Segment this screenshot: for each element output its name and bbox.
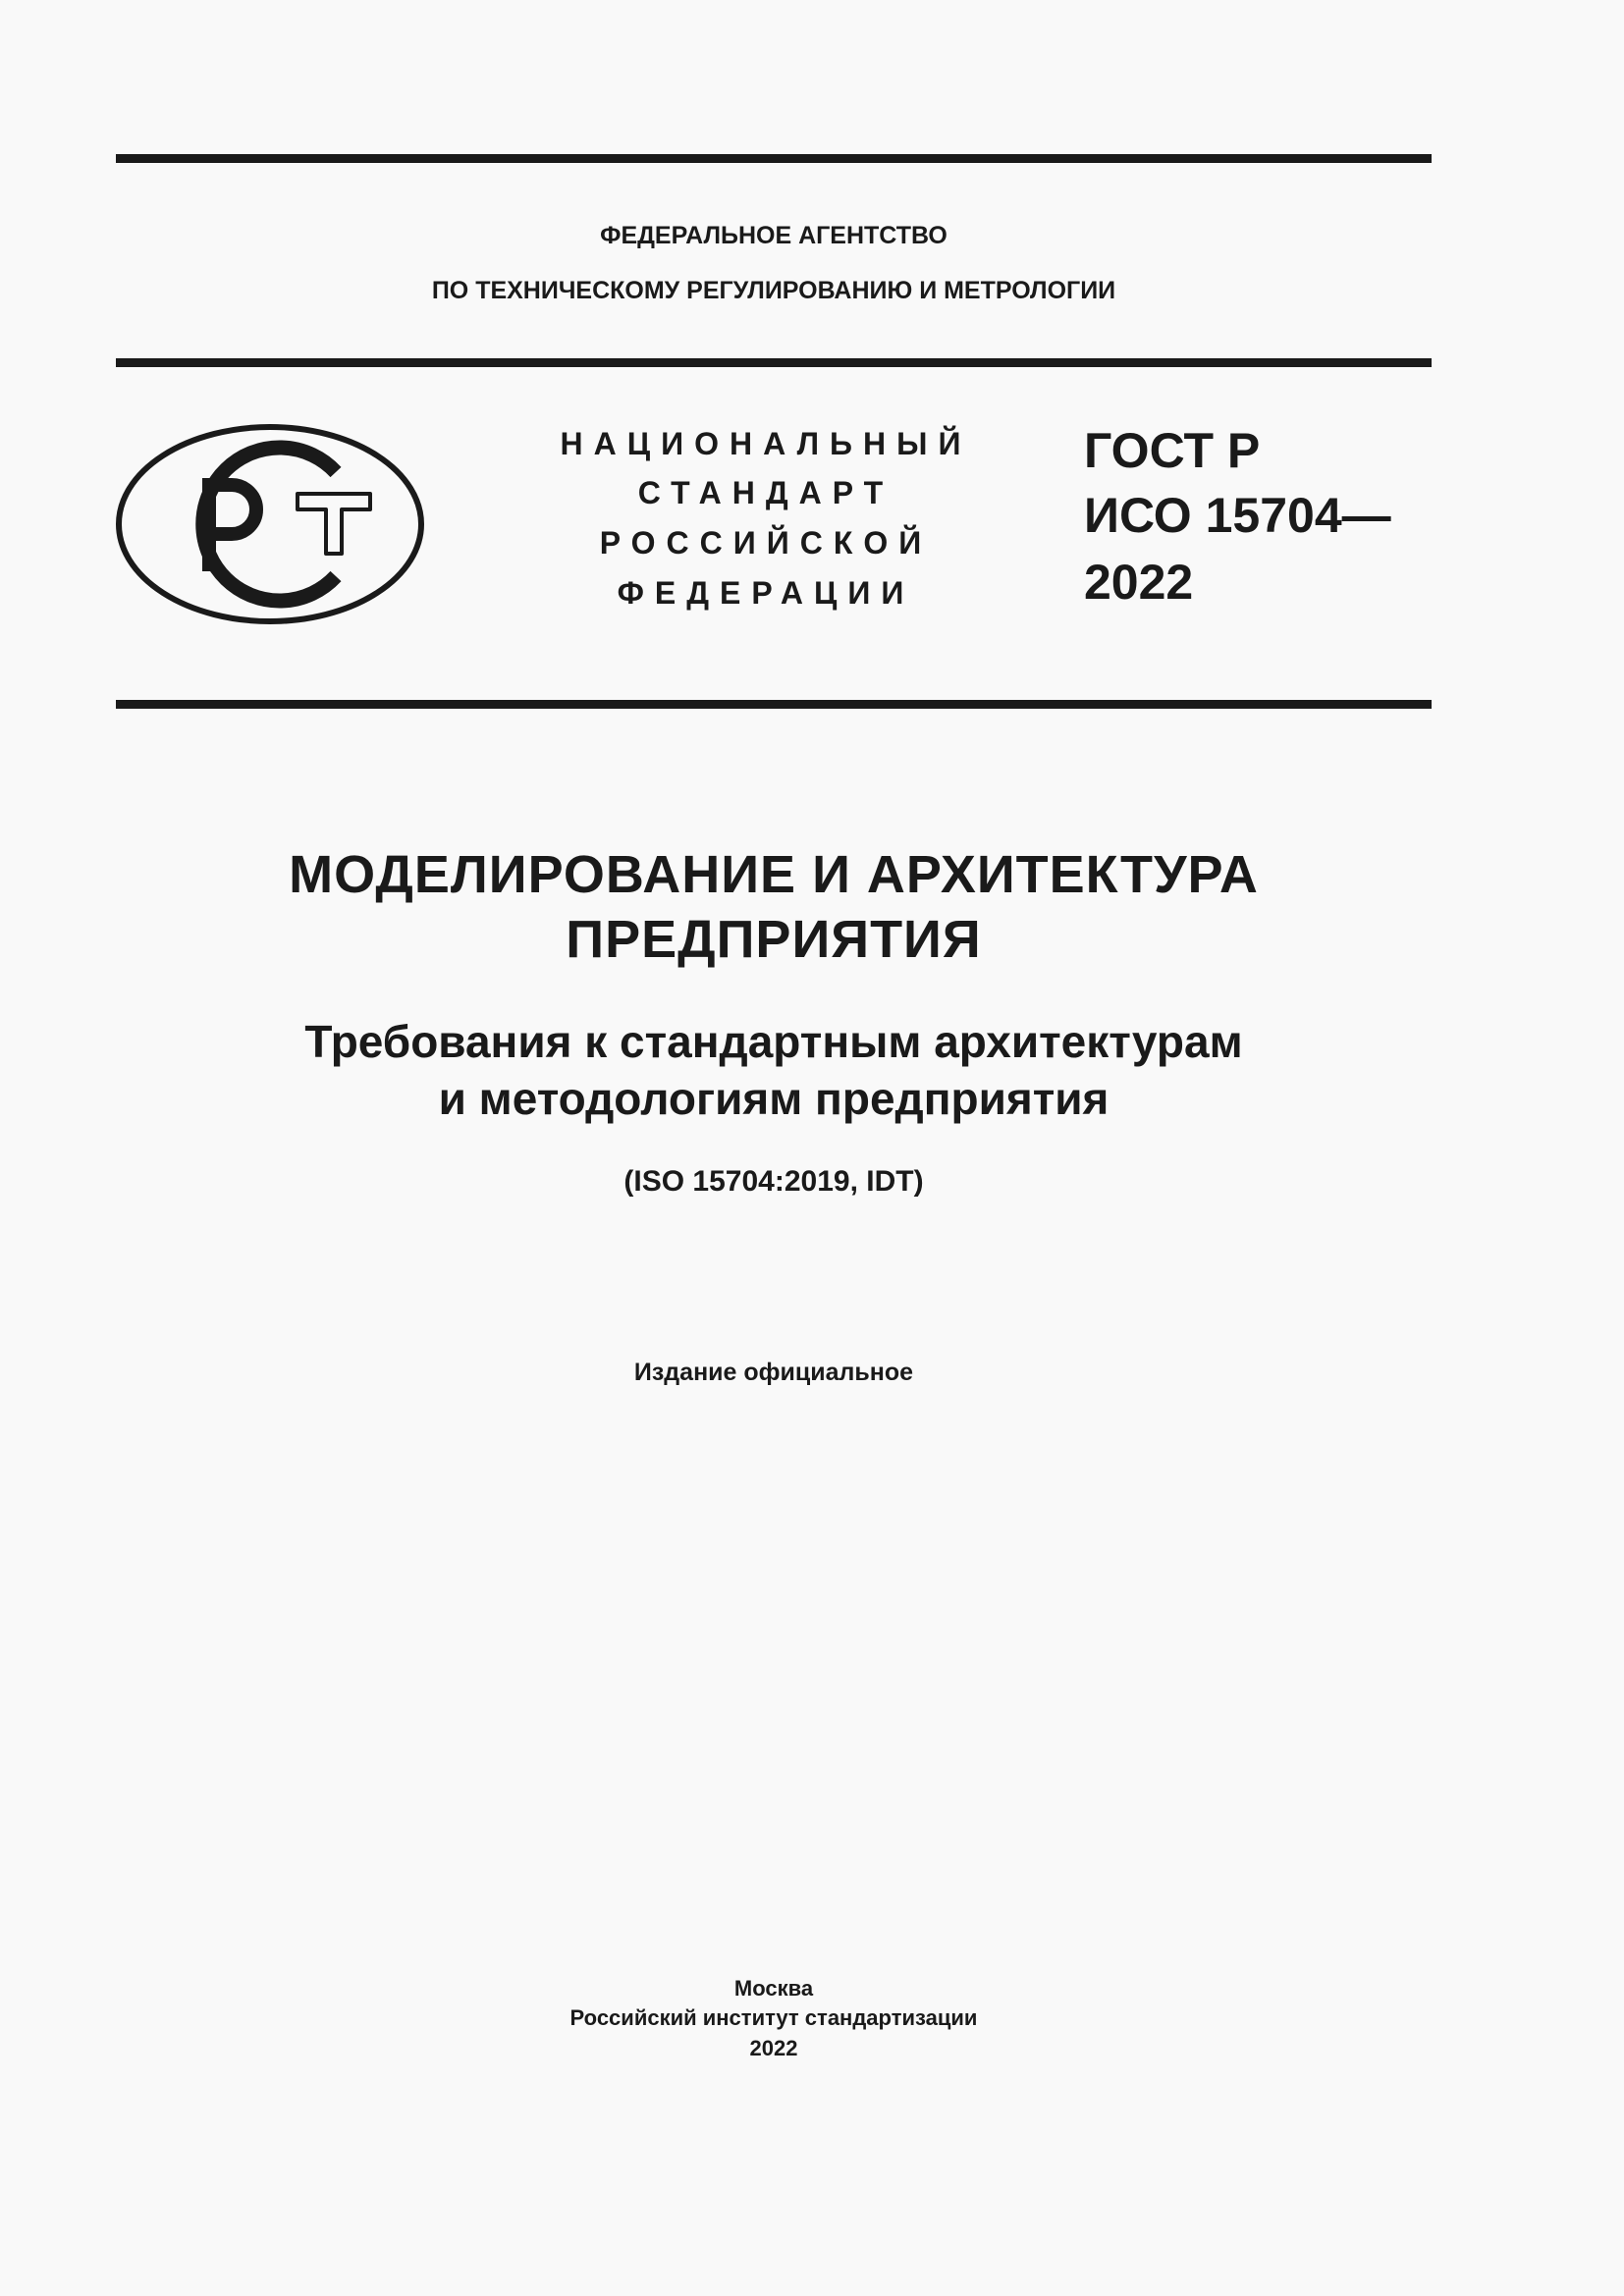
document-title-line2: ПРЕДПРИЯТИЯ	[566, 910, 982, 969]
edition-label: Издание официальное	[633, 1359, 914, 1386]
publisher-institute: Российский институт стандартизации	[569, 2005, 978, 2030]
publisher-city: Москва	[733, 1976, 814, 2001]
document-subtitle-line1: Требования к стандартным архитектурам	[304, 1016, 1243, 1067]
agency-name-line1: ФЕДЕРАЛЬНОЕ АГЕНТСТВО	[600, 222, 947, 249]
publication-year: 2022	[749, 2036, 798, 2060]
designation-line1: ГОСТ Р	[1084, 423, 1261, 478]
designation-line2: ИСО 15704—	[1084, 488, 1391, 543]
agency-name-line2: ПО ТЕХНИЧЕСКОМУ РЕГУЛИРОВАНИЮ И МЕТРОЛОГИИ	[431, 277, 1116, 304]
iso-reference: (ISO 15704:2019, IDT)	[623, 1165, 924, 1198]
header-rule	[116, 358, 1432, 367]
standard-type-line3: РОССИЙСКОЙ	[599, 525, 933, 561]
standard-type-line2: СТАНДАРТ	[637, 475, 894, 510]
designation-line3: 2022	[1084, 555, 1194, 610]
standard-type-line1: НАЦИОНАЛЬНЫЙ	[560, 426, 972, 461]
rst-logo	[116, 424, 425, 624]
designation-rule	[116, 700, 1432, 709]
document-subtitle-line2: и методологиям предприятия	[438, 1073, 1110, 1124]
document-title-line1: МОДЕЛИРОВАНИЕ И АРХИТЕКТУРА	[289, 845, 1259, 904]
top-rule	[116, 154, 1432, 163]
standard-type-line4: ФЕДЕРАЦИИ	[617, 575, 915, 611]
